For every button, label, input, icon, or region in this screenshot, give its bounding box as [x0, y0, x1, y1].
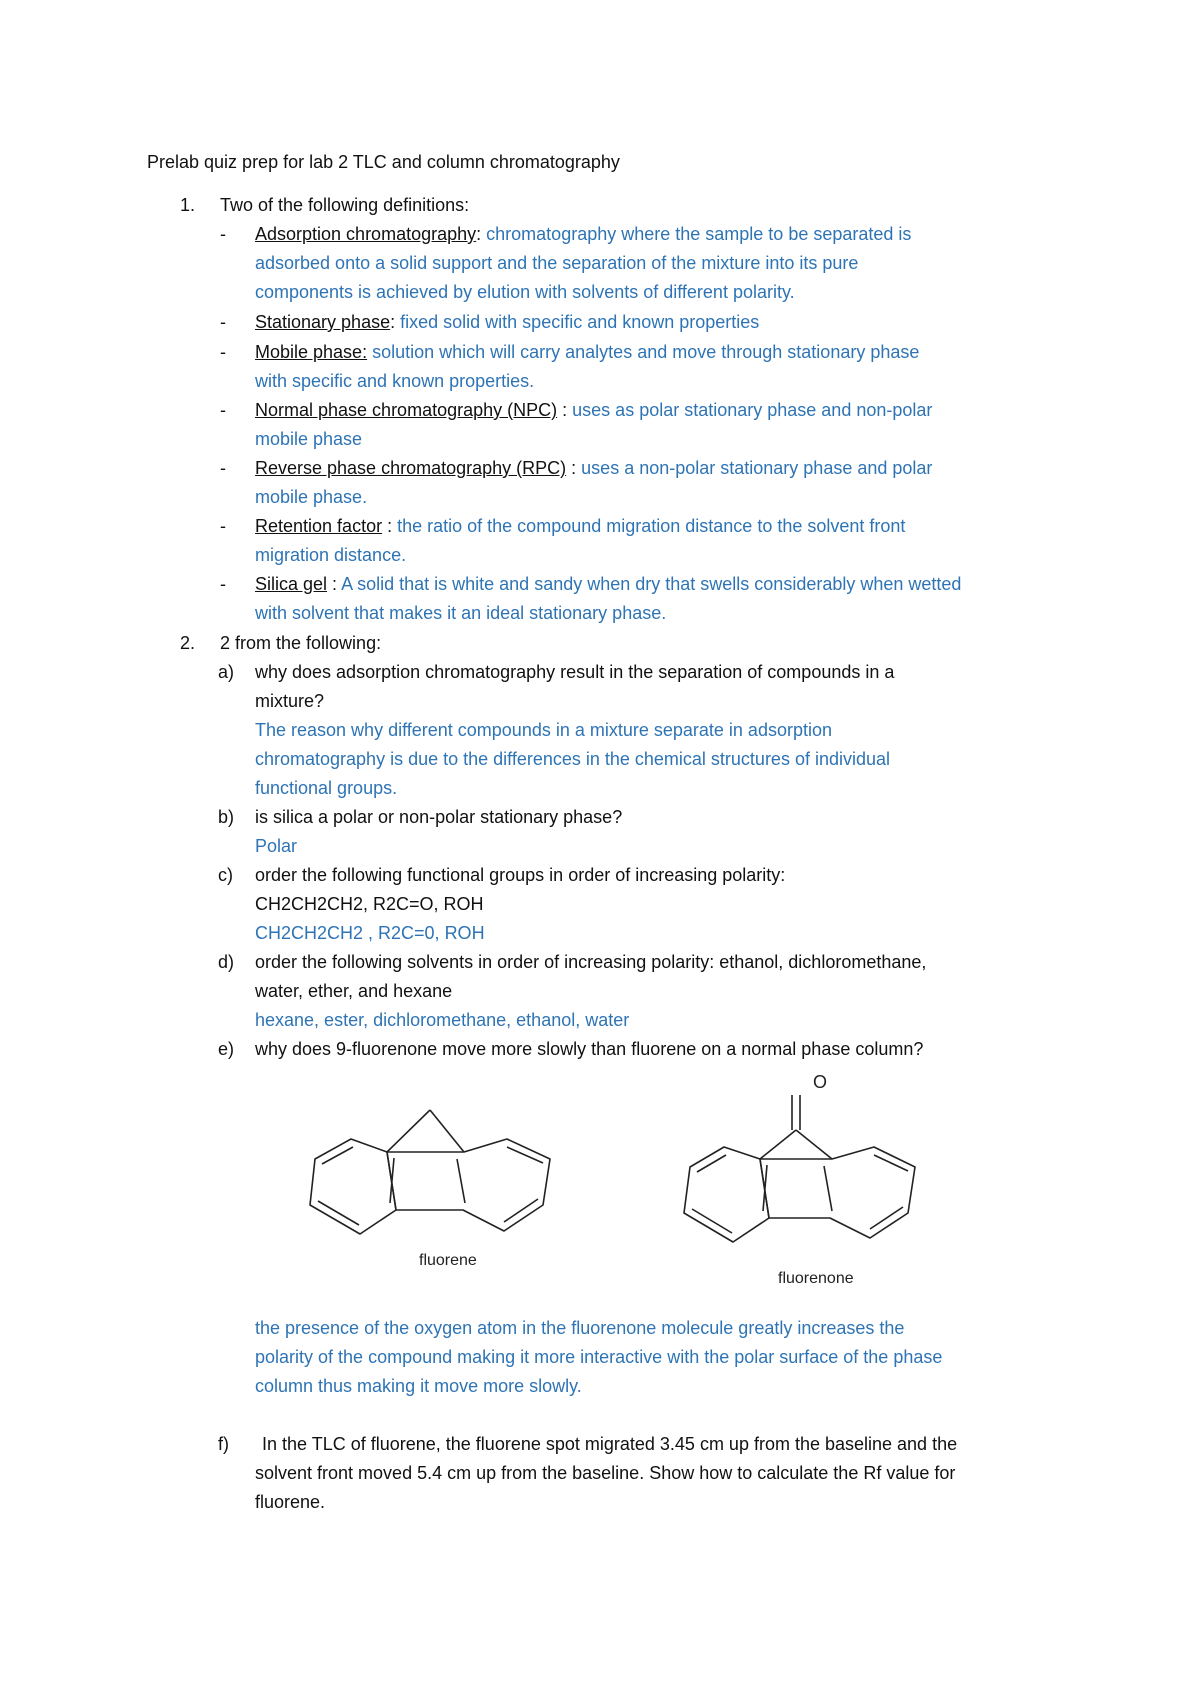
definition-answer: adsorbed onto a solid support and the separation of the mixture into its pure: [255, 253, 859, 273]
definition-row: [255, 396, 932, 425]
sub-question-text: water, ether, and hexane: [255, 981, 453, 1001]
sub-question-text: In the TLC of fluorene, the fluorene spot migrated 3.45 cm up from the baseline and the: [262, 1434, 958, 1454]
definition-separator: :: [476, 224, 482, 244]
sub-question-answer: The reason why different compounds in a mixture separate in adsorption: [255, 720, 832, 740]
definition-answer: with specific and known properties.: [255, 371, 535, 391]
fluorene-structure: [300, 1085, 600, 1235]
definition-row: [255, 308, 759, 337]
definition-term: Retention factor: [255, 516, 383, 536]
definition-separator: :: [566, 458, 577, 478]
definition-row: [255, 338, 919, 367]
sub-question-answer: polarity of the compound making it more interactive with the polar surface of the phase: [255, 1347, 943, 1367]
definition-term: Adsorption chromatography: [255, 224, 477, 244]
sub-question-text: mixture?: [255, 691, 325, 711]
bullet: -: [220, 516, 226, 536]
sub-question-text: why does adsorption chromatography result in the separation of compounds in a: [255, 662, 895, 682]
definition-separator: :: [382, 516, 393, 536]
definition-answer: components is achieved by elution with solvents of different polarity.: [255, 282, 795, 302]
definition-row: [255, 512, 905, 541]
sub-question-label: f): [218, 1434, 229, 1454]
page-title: Prelab quiz prep for lab 2 TLC and column chromatography: [147, 152, 620, 172]
sub-question-text: is silica a polar or non-polar stationary phase?: [255, 807, 623, 827]
sub-question-text: CH2CH2CH2, R2C=O, ROH: [255, 894, 484, 914]
definition-answer: chromatography where the sample to be separated is: [486, 224, 912, 244]
sub-question-label: d): [218, 952, 235, 972]
sub-question-answer: hexane, ester, dichloromethane, ethanol, water: [255, 1010, 630, 1030]
definition-answer: uses as polar stationary phase and non-polar: [572, 400, 933, 420]
fluorene-caption: fluorene: [419, 1252, 477, 1269]
bullet: -: [220, 400, 226, 420]
definition-answer: fixed solid with specific and known properties: [400, 312, 760, 332]
oxygen-label: O: [813, 1072, 828, 1092]
definition-separator: :: [390, 312, 396, 332]
bullet: -: [220, 458, 226, 478]
sub-question-text: solvent front moved 5.4 cm up from the baseline. Show how to calculate the Rf value for: [255, 1463, 956, 1483]
sub-question-label: a): [218, 662, 235, 682]
sub-question-answer: column thus making it move more slowly.: [255, 1376, 582, 1396]
fluorenone-caption: fluorenone: [778, 1270, 854, 1287]
definition-term: Reverse phase chromatography (RPC): [255, 458, 567, 478]
definition-row: [255, 220, 911, 249]
sub-question-label: c): [218, 865, 233, 885]
definition-row: [255, 570, 961, 599]
bullet: -: [220, 574, 226, 594]
definition-answer: uses a non-polar stationary phase and polar: [581, 458, 933, 478]
definition-answer: mobile phase: [255, 429, 363, 449]
definition-separator: :: [327, 574, 338, 594]
bullet: -: [220, 312, 226, 332]
definition-answer: mobile phase.: [255, 487, 368, 507]
sub-question-answer: the presence of the oxygen atom in the fluorenone molecule greatly increases the: [255, 1318, 905, 1338]
definition-term: Mobile phase:: [255, 342, 368, 362]
definition-term: Stationary phase: [255, 312, 391, 332]
bullet: -: [220, 342, 226, 362]
sub-question-answer: CH2CH2CH2 , R2C=0, ROH: [255, 923, 485, 943]
definition-answer: with solvent that makes it an ideal stationary phase.: [255, 603, 667, 623]
sub-question-text: fluorene.: [255, 1492, 326, 1512]
definition-answer: migration distance.: [255, 545, 407, 565]
definition-row: [255, 454, 932, 483]
sub-question-answer: chromatography is due to the differences in the chemical structures of individual: [255, 749, 891, 769]
fluorenone-structure: [672, 1075, 972, 1255]
q2-number: 2.: [180, 633, 196, 653]
sub-question-text: order the following functional groups in order of increasing polarity:: [255, 865, 786, 885]
definition-term: Normal phase chromatography (NPC): [255, 400, 558, 420]
q1-prompt: Two of the following definitions:: [220, 195, 470, 215]
q1-number: 1.: [180, 195, 196, 215]
definition-answer: A solid that is white and sandy when dry that swells considerably when wetted: [341, 574, 962, 594]
sub-question-text: why does 9-fluorenone move more slowly than fluorene on a normal phase column?: [255, 1039, 924, 1059]
bullet: -: [220, 224, 226, 244]
sub-question-label: e): [218, 1039, 235, 1059]
sub-question-answer: Polar: [255, 836, 298, 856]
definition-answer: the ratio of the compound migration distance to the solvent front: [397, 516, 906, 536]
definition-answer: solution which will carry analytes and move through stationary phase: [372, 342, 920, 362]
definition-separator: :: [557, 400, 568, 420]
definition-term: Silica gel: [255, 574, 328, 594]
sub-question-answer: functional groups.: [255, 778, 398, 798]
sub-question-text: order the following solvents in order of increasing polarity: ethanol, dichloromethane,: [255, 952, 927, 972]
sub-question-label: b): [218, 807, 235, 827]
q2-prompt: 2 from the following:: [220, 633, 382, 653]
